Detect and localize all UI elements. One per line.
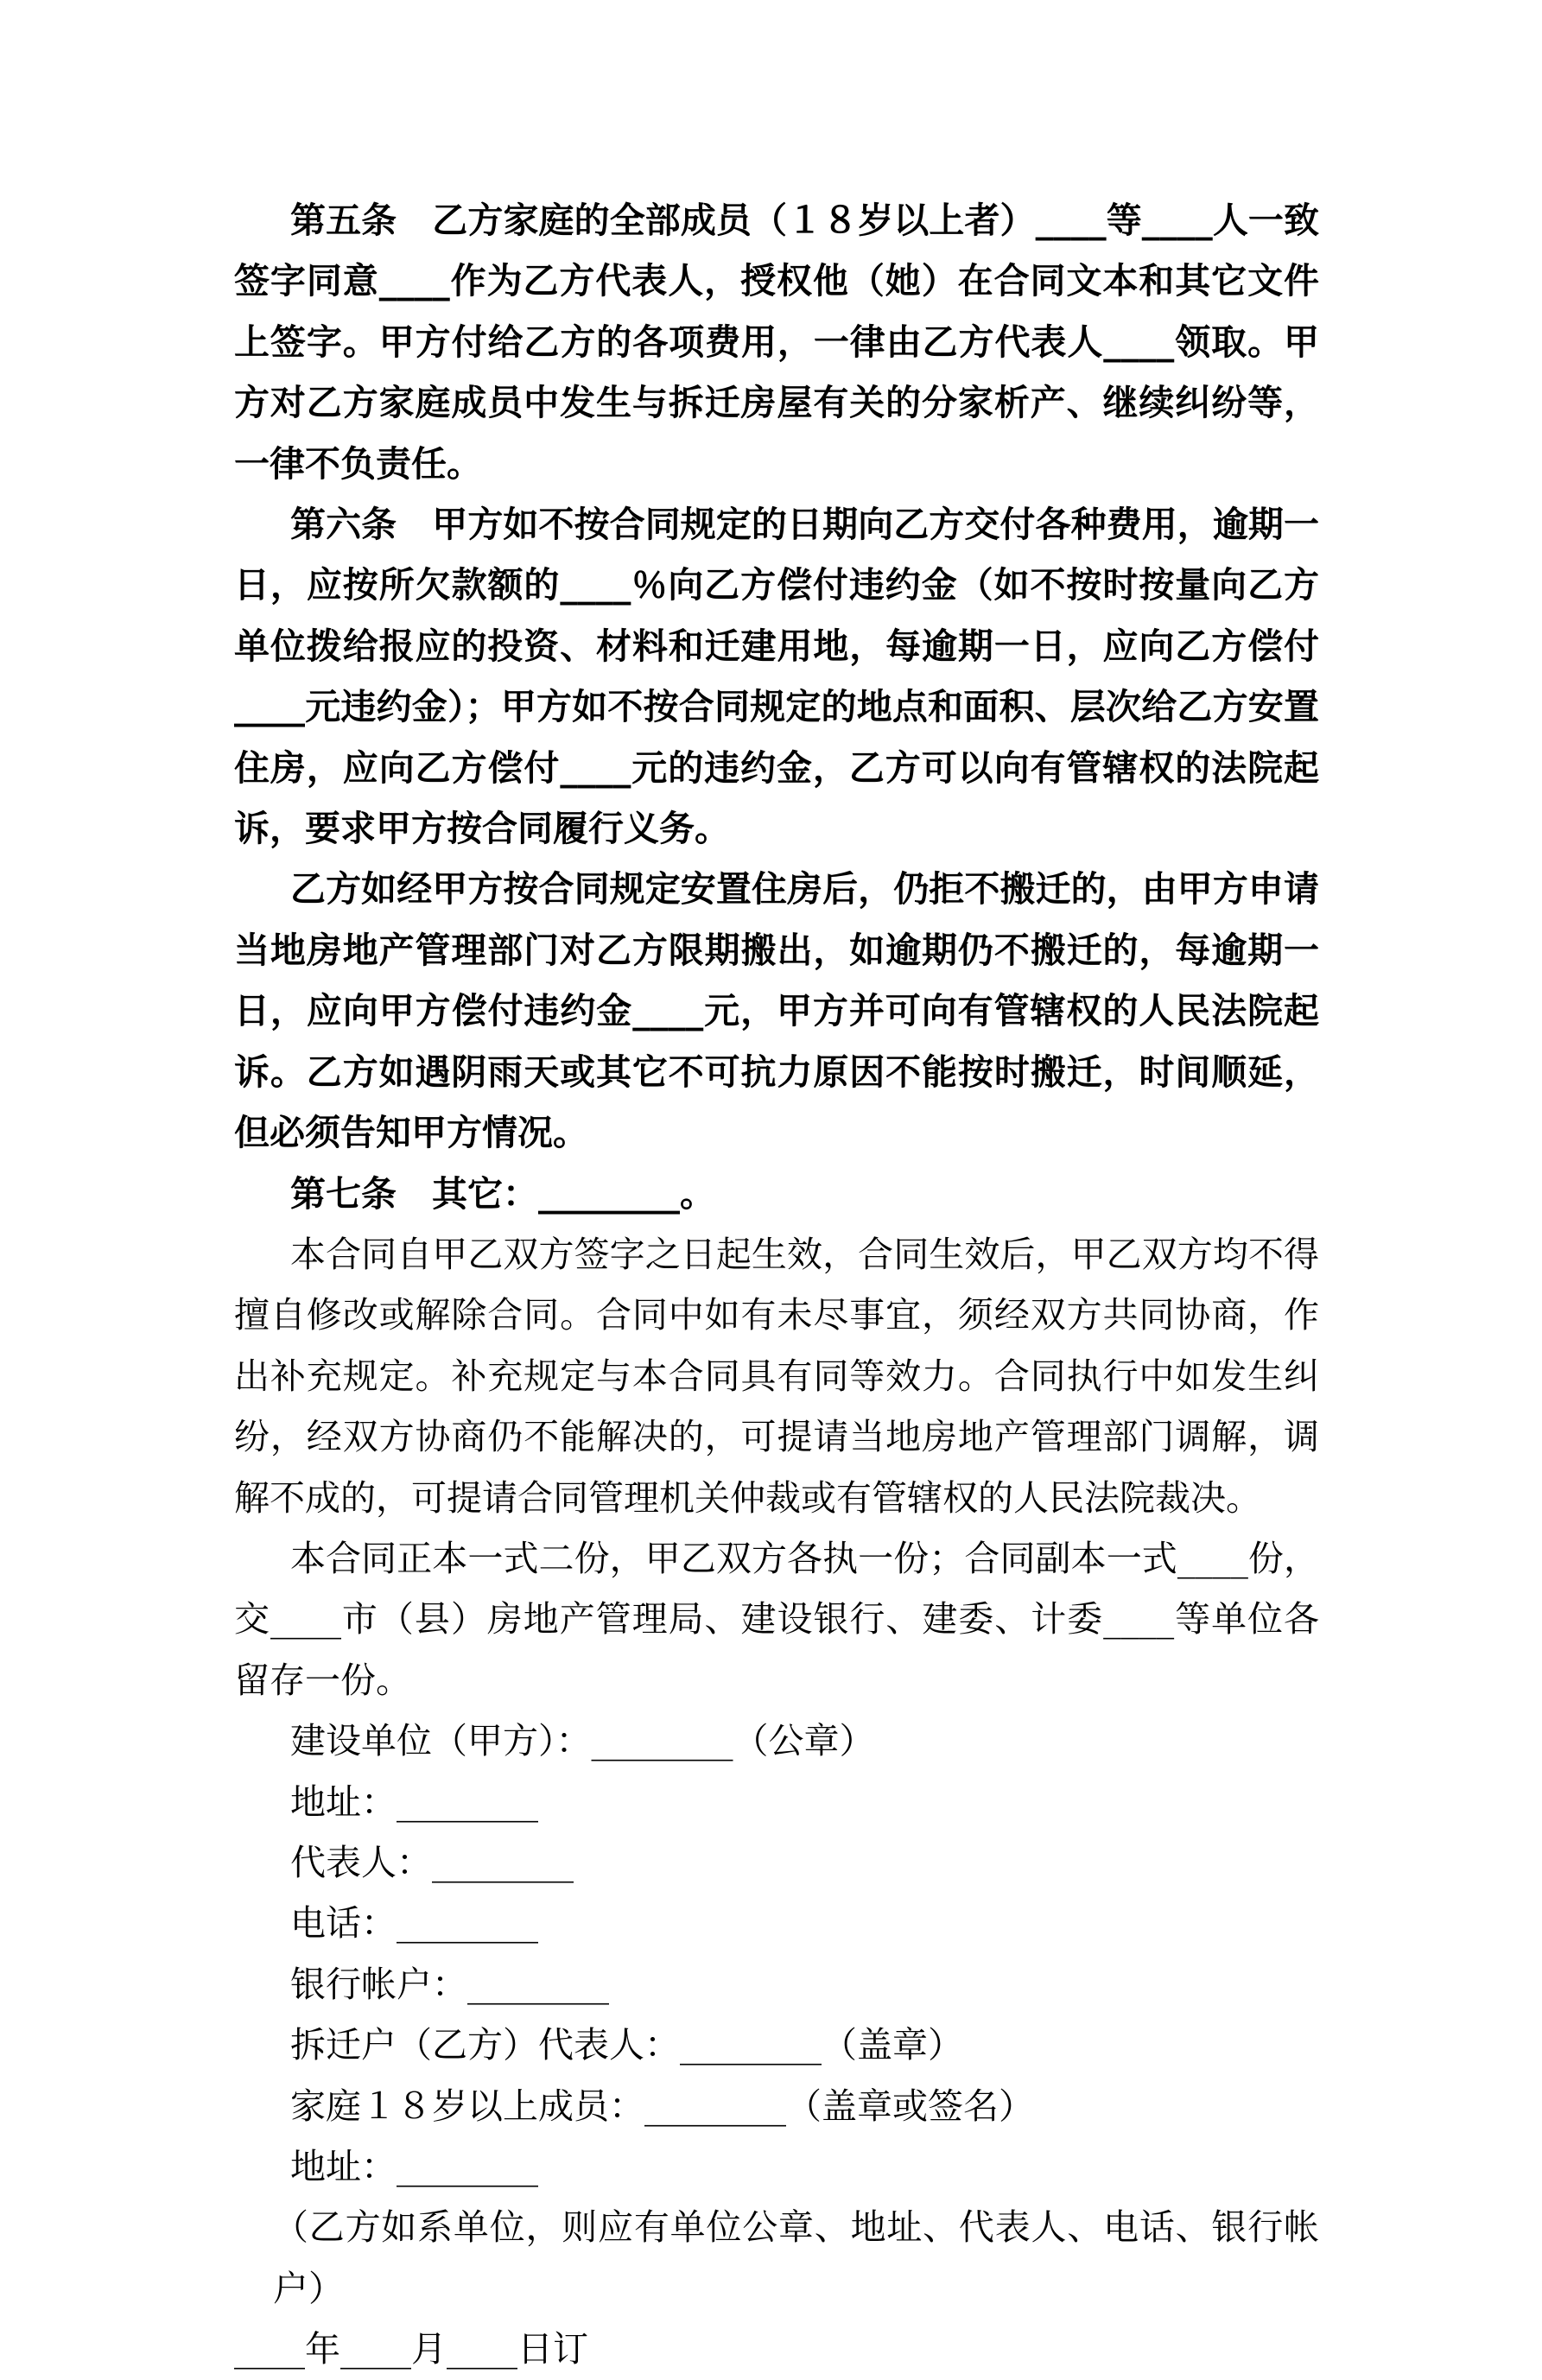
signature-address-b: 地址：________ [290,2146,538,2187]
signing-date: ____年____月____日订 [234,2328,588,2370]
signature-bank-account: 银行帐户：________ [290,1963,609,2005]
copies-paragraph: 本合同正本一式二份，甲乙双方各执一份；合同副本一式____份，交____市（县）房地产管理局、建设银行、建委、计委____等单位各留存一份。 [234,1537,1319,1701]
signature-address-a: 地址：________ [290,1780,538,1823]
article-6: 第六条 甲方如不按合同规定的日期向乙方交付各种费用，逾期一日，应按所欠款额的____％向乙方偿付违约金（如不按时按量向乙方单位拨给报应的投资、材料和迁建用地，每逾期一日，应向乙方偿付____元违约金）；甲方如不按合同规定的地点和面积、层次给乙方安置住房，应向乙方偿付____元的违约金，乙方可以向有管辖权的法院起诉，要求甲方按合同履行义务。 [234,504,1319,850]
unit-note: （乙方如系单位，则应有单位公章、地址、代表人、电话、银行帐户） [273,2206,1319,2309]
signature-phone: 电话：________ [290,1902,538,1945]
article-6-relocation-paragraph: 乙方如经甲方按合同规定安置住房后，仍拒不搬迁的，由甲方申请当地房地产管理部门对乙方限期搬出，如逾期仍不搬迁的，每逾期一日，应向甲方偿付违约金____元，甲方并可向有管辖权的人民法院起诉。乙方如遇阴雨天或其它不可抗力原因不能按时搬迁，时间顺延，但必须告知甲方情况。 [234,868,1319,1154]
article-7: 第七条 其它：________。 [290,1172,715,1215]
contract-page [234,190,1319,2380]
signature-party-b: 拆迁户（乙方）代表人：________（盖章） [290,2024,963,2066]
article-5: 第五条 乙方家庭的全部成员（１８岁以上者）____等____人一致签字同意____作为乙方代表人，授权他（她）在合同文本和其它文件上签字。甲方付给乙方的各项费用，一律由乙方代表人____领取。甲方对乙方家庭成员中发生与拆迁房屋有关的分家析产、继续纠纷等，一律不负责任。 [234,200,1319,485]
signature-representative: 代表人：________ [290,1841,574,1883]
signature-family-members: 家庭１８岁以上成员：________（盖章或签名） [290,2085,1034,2127]
effect-paragraph: 本合同自甲乙双方签字之日起生效，合同生效后，甲乙双方均不得擅自修改或解除合同。合同中如有未尽事宜，须经双方共同协商，作出补充规定。补充规定与本合同具有同等效力。合同执行中如发生纠纷，经双方协商仍不能解决的，可提请当地房地产管理部门调解，调解不成的，可提请合同管理机关仲裁或有管辖权的人民法院裁决。 [234,1233,1319,1519]
signature-party-a: 建设单位（甲方）：________（公章） [290,1720,875,1762]
